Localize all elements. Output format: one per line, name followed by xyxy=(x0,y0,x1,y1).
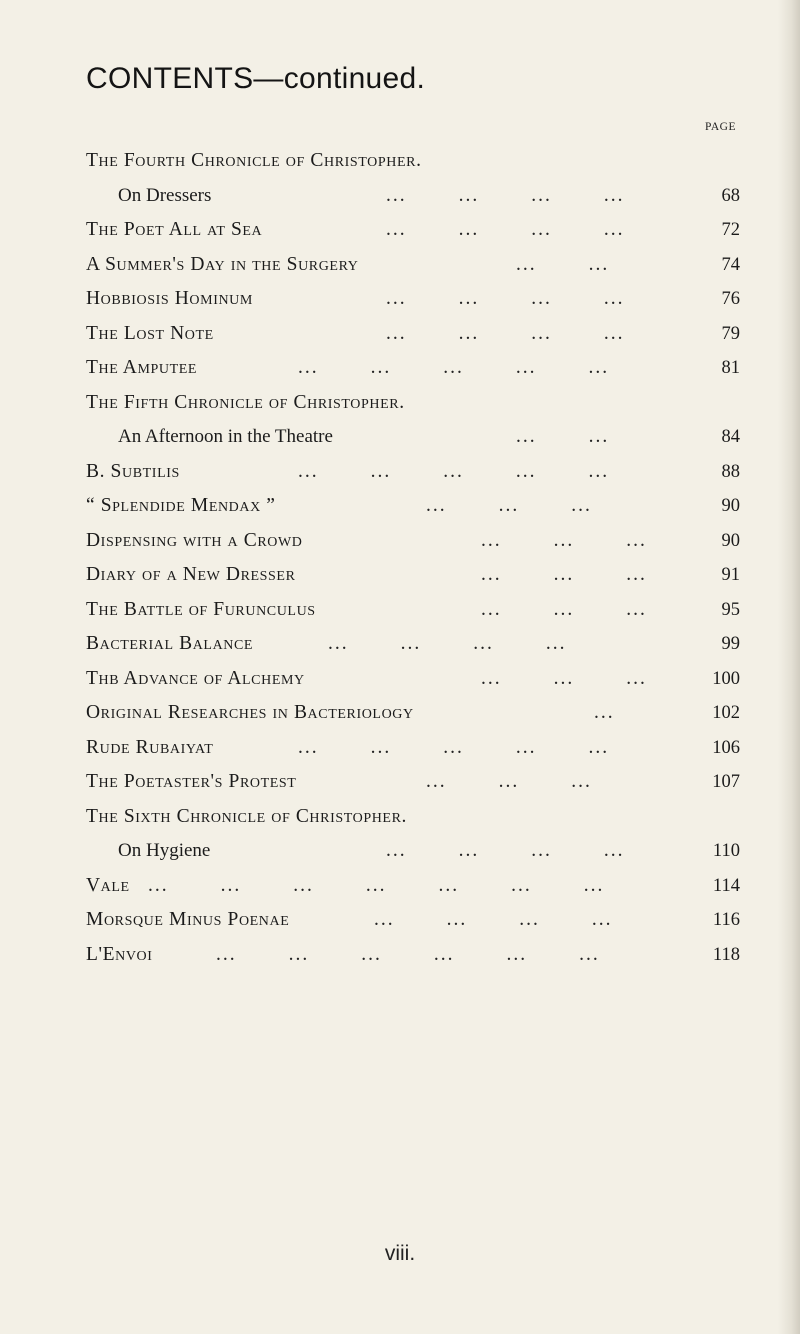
toc-entry-title: On Hygiene xyxy=(118,840,211,861)
toc-entry[interactable] xyxy=(86,593,740,628)
toc-entry[interactable] xyxy=(86,282,740,317)
toc-entry[interactable] xyxy=(86,248,740,283)
leader-dots: ... ... ... xyxy=(481,667,647,689)
toc-entry-page: 116 xyxy=(712,910,740,930)
toc-entry-page: 118 xyxy=(712,944,740,965)
toc-entry-title: Original Researches in Bacteriology xyxy=(86,702,414,723)
page-heading: CONTENTS—continued. xyxy=(86,62,426,95)
toc-entry-title: A Summer's Day in the Surgery xyxy=(86,253,359,275)
folio-page-number: viii. xyxy=(384,1242,416,1265)
leader-dots: ... ... ... ... xyxy=(328,633,567,654)
toc-entry-page: 95 xyxy=(721,599,740,620)
toc-entry[interactable] xyxy=(86,386,740,421)
toc-entry-title: Rude Rubaiyat xyxy=(86,736,214,758)
toc-entry[interactable] xyxy=(86,524,740,559)
leader-dots: ... ... ... ... ... xyxy=(298,460,610,482)
toc-entry-page: 74 xyxy=(721,254,740,275)
toc-entry-page: 68 xyxy=(721,185,740,206)
leader-dots: ... ... ... ... ... ... ... xyxy=(148,874,605,896)
toc-entry-page: 91 xyxy=(721,565,740,585)
toc-entry-title: Thb Advance of Alchemy xyxy=(86,667,305,689)
toc-entry-page: 102 xyxy=(712,703,740,723)
leader-dots: ... ... ... ... ... xyxy=(298,357,610,378)
toc-entry-page: 90 xyxy=(721,496,740,516)
toc-entry-title: Morsque Minus Poenae xyxy=(86,909,290,930)
toc-entry[interactable] xyxy=(86,869,740,904)
toc-entry-title: B. Subtilis xyxy=(86,460,180,482)
toc-entry[interactable] xyxy=(86,765,740,800)
toc-entry[interactable] xyxy=(86,662,740,697)
page-column-label: PAGE xyxy=(705,121,736,133)
leader-dots: ... ... xyxy=(516,253,610,275)
leader-dots: ... ... ... xyxy=(481,564,647,585)
toc-entry[interactable] xyxy=(86,903,740,938)
toc-entry-page: 76 xyxy=(721,289,740,309)
toc-entry[interactable] xyxy=(86,213,740,248)
table-of-contents xyxy=(86,144,740,972)
toc-entry-page: 79 xyxy=(721,323,740,344)
toc-entry-page: 81 xyxy=(721,358,740,378)
toc-entry-title: Bacterial Balance xyxy=(86,633,254,654)
toc-entry-title: The Battle of Furunculus xyxy=(86,598,316,620)
toc-entry-title: The Fifth Chronicle of Christopher. xyxy=(86,391,405,413)
toc-entry-title: The Sixth Chronicle of Christopher. xyxy=(86,805,408,827)
leader-dots: ... ... ... ... xyxy=(386,288,625,309)
leader-dots: ... ... ... xyxy=(481,529,647,551)
toc-entry-page: 88 xyxy=(721,461,740,482)
leader-dots: ... ... ... xyxy=(426,495,592,516)
toc-entry[interactable] xyxy=(86,179,740,214)
toc-entry-page: 72 xyxy=(721,220,740,240)
toc-entry[interactable] xyxy=(86,317,740,352)
toc-entry-title: Vale xyxy=(86,874,130,896)
leader-dots: ... ... ... ... xyxy=(386,219,625,240)
toc-entry-title: The Poet All at Sea xyxy=(86,219,263,240)
leader-dots: ... ... ... ... xyxy=(386,322,625,344)
toc-entry-page: 84 xyxy=(721,427,740,447)
leader-dots: ... ... ... ... ... xyxy=(298,736,610,758)
page-edge-shadow xyxy=(778,0,800,1334)
toc-entry-title: An Afternoon in the Theatre xyxy=(118,426,333,447)
toc-entry[interactable] xyxy=(86,938,740,973)
toc-entry-page: 107 xyxy=(712,772,740,792)
toc-entry[interactable] xyxy=(86,144,740,179)
toc-entry-title: The Fourth Chronicle of Christopher. xyxy=(86,150,422,171)
leader-dots: ... ... ... xyxy=(481,598,647,620)
toc-entry[interactable] xyxy=(86,455,740,490)
toc-entry-title: Diary of a New Dresser xyxy=(86,564,296,585)
toc-entry-title: The Poetaster's Protest xyxy=(86,771,297,792)
toc-entry-page: 106 xyxy=(712,737,740,758)
leader-dots: ... ... ... ... xyxy=(374,909,613,930)
toc-entry[interactable] xyxy=(86,731,740,766)
toc-entry-page: 99 xyxy=(721,634,740,654)
toc-entry[interactable] xyxy=(86,558,740,593)
toc-entry-title: “ Splendide Mendax ” xyxy=(86,495,276,516)
toc-entry[interactable] xyxy=(86,351,740,386)
toc-entry[interactable] xyxy=(86,800,740,835)
leader-dots: ... ... ... xyxy=(426,771,592,792)
toc-entry[interactable] xyxy=(86,489,740,524)
toc-entry-title: The Lost Note xyxy=(86,322,214,344)
toc-entry-page: 100 xyxy=(712,668,740,689)
leader-dots: ... ... ... ... xyxy=(386,184,625,206)
toc-entry-page: 114 xyxy=(712,875,740,896)
toc-entry[interactable] xyxy=(86,696,740,731)
toc-entry-title: On Dressers xyxy=(118,184,212,206)
leader-dots: ... ... ... ... xyxy=(386,840,625,861)
toc-entry-title: Dispensing with a Crowd xyxy=(86,529,303,551)
toc-entry[interactable] xyxy=(86,627,740,662)
toc-entry-title: Hobbiosis Hominum xyxy=(86,288,253,309)
toc-entry[interactable] xyxy=(86,834,740,869)
toc-entry-title: The Amputee xyxy=(86,357,198,378)
leader-dots: ... xyxy=(594,702,615,723)
toc-entry-title: L'Envoi xyxy=(86,943,153,965)
leader-dots: ... ... xyxy=(516,426,610,447)
toc-entry-page: 110 xyxy=(712,841,740,861)
toc-entry-page: 90 xyxy=(721,530,740,551)
leader-dots: ... ... ... ... ... ... xyxy=(216,943,600,965)
toc-entry[interactable] xyxy=(86,420,740,455)
